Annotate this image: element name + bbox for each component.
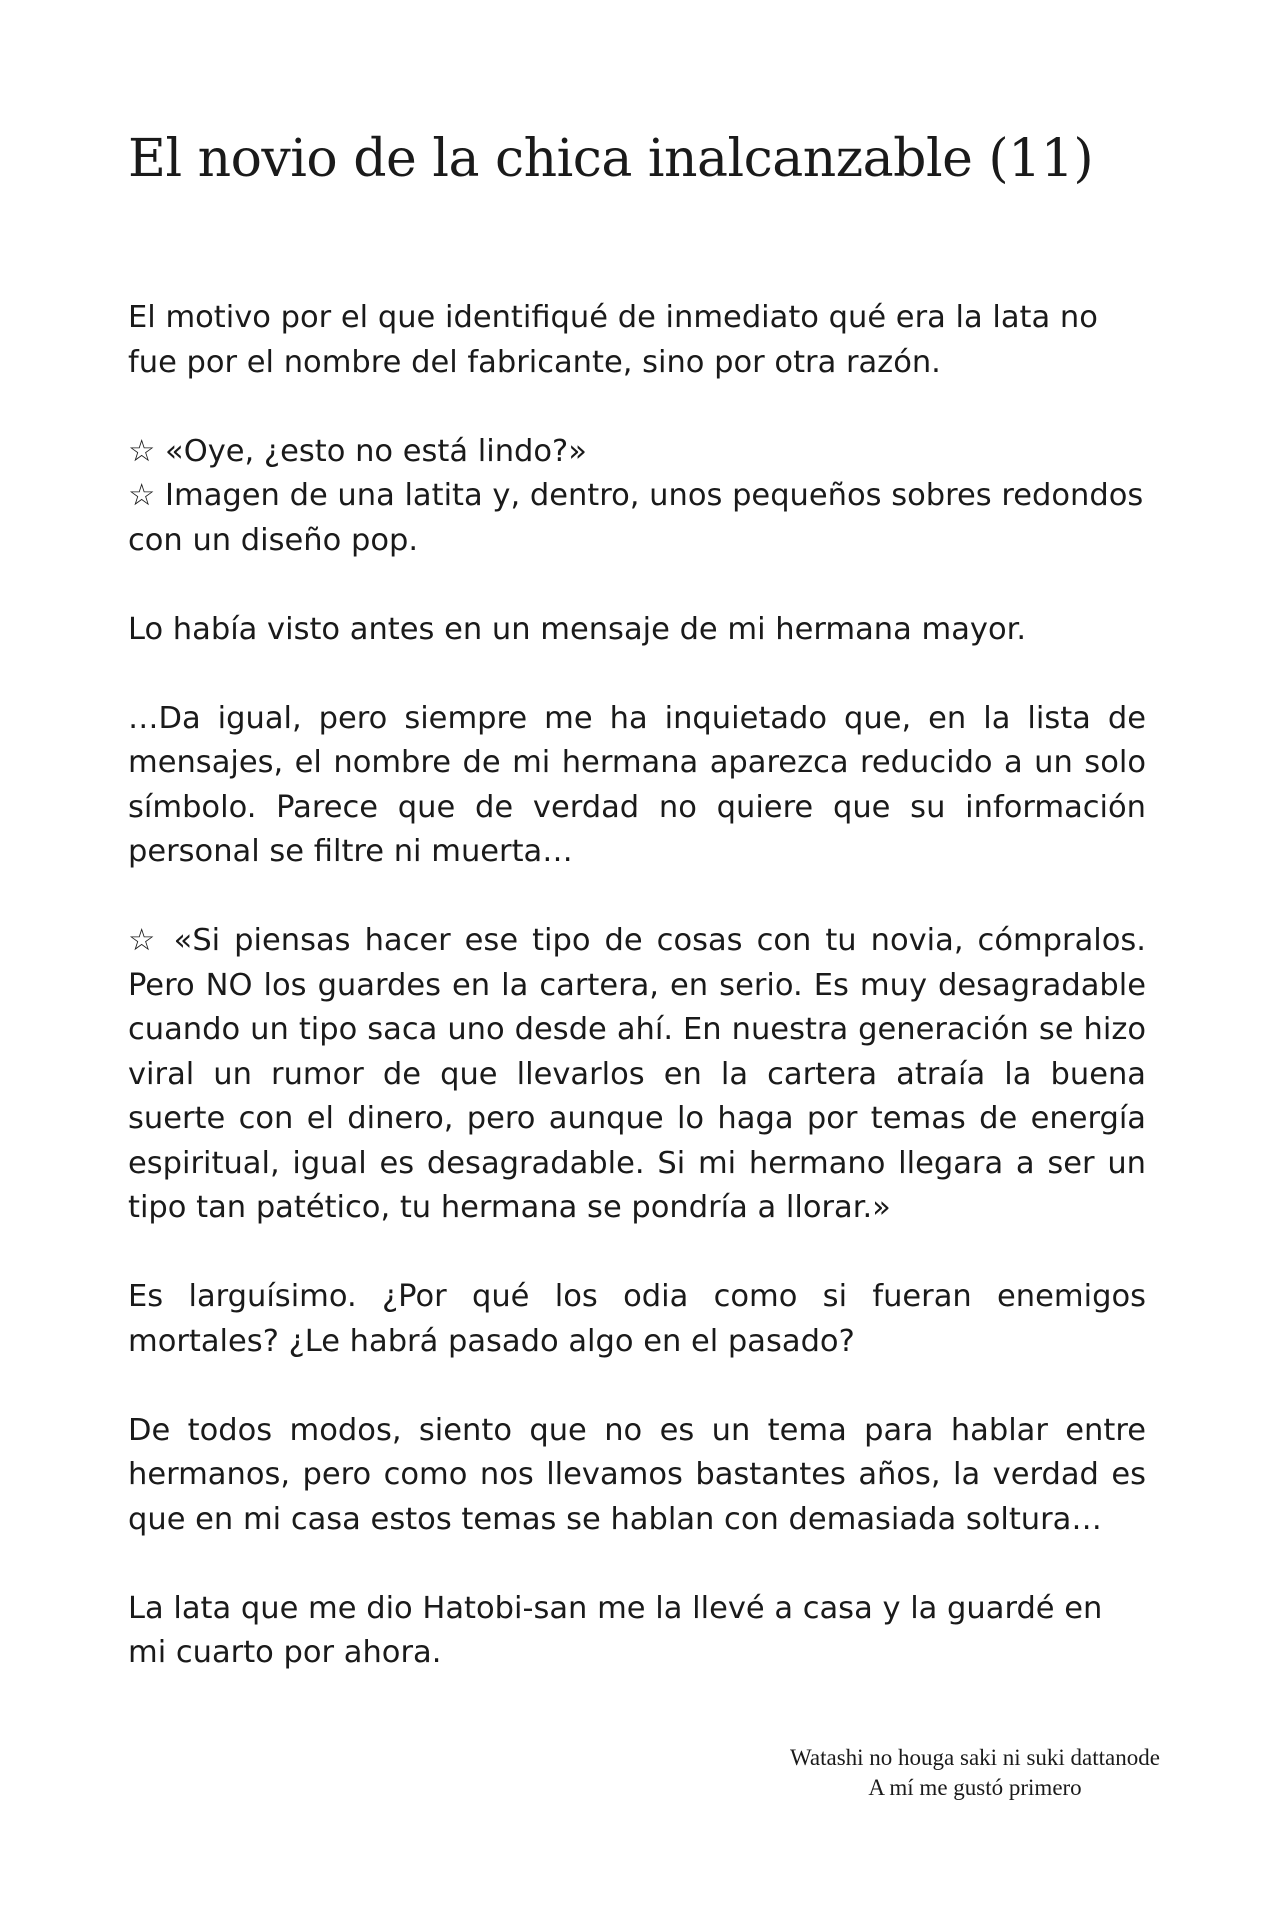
paragraph: El motivo por el que identifiqué de inmediato qué era la lata no fue por el nombre del fabricante, sino por otra razón. [128,300,1098,380]
paragraph: …Da igual, pero siempre me ha inquietado que, en la lista de mensajes, el nombre de mi hermana aparezca reducido a un solo símbolo. Parece que de verdad no quiere que su información personal se filtre ni muerta… [128,700,1146,869]
paragraph: De todos modos, siento que no es un tema para hablar entre hermanos, pero como nos llevamos bastantes años, la verdad es que en mi casa estos temas se hablan con demasiada soltura… [128,1412,1146,1537]
paragraph: La lata que me dio Hatobi-san me la llevé a casa y la guardé en mi cuarto por ahora. [128,1590,1103,1670]
page-footer [740,1743,1210,1803]
message-line: ☆ «Oye, ¿esto no está lindo?» [128,433,587,469]
footer-series-title: Watashi no houga saki ni suki dattanode [790,1745,1160,1770]
paragraph: Lo había visto antes en un mensaje de mi hermana mayor. [128,611,1027,647]
paragraph [128,430,1146,564]
chapter-body [128,296,1146,1720]
paragraph: Es larguísimo. ¿Por qué los odia como si fueran enemigos mortales? ¿Le habrá pasado algo en el pasado? [128,1279,1146,1359]
footer-series-subtitle: A mí me gustó primero [868,1775,1082,1800]
chapter-title: El novio de la chica inalcanzable (11) [128,129,1094,189]
message-line: ☆ Imagen de una latita y, dentro, unos pequeños sobres redondos con un diseño pop. [128,478,1144,558]
paragraph: ☆ «Si piensas hacer ese tipo de cosas con tu novia, cómpralos. Pero NO los guardes en la cartera, en serio. Es muy desagradable cuando un tipo saca uno desde ahí. En nuestra generación se hizo viral un rumor de que llevarlos en la cartera atraía la buena suerte con el dinero, pero aunque lo haga por temas de energía espiritual, igual es desagradable. Si mi hermano llegara a ser un tipo tan patético, tu hermana se pondría a llorar.» [128,923,1146,1225]
